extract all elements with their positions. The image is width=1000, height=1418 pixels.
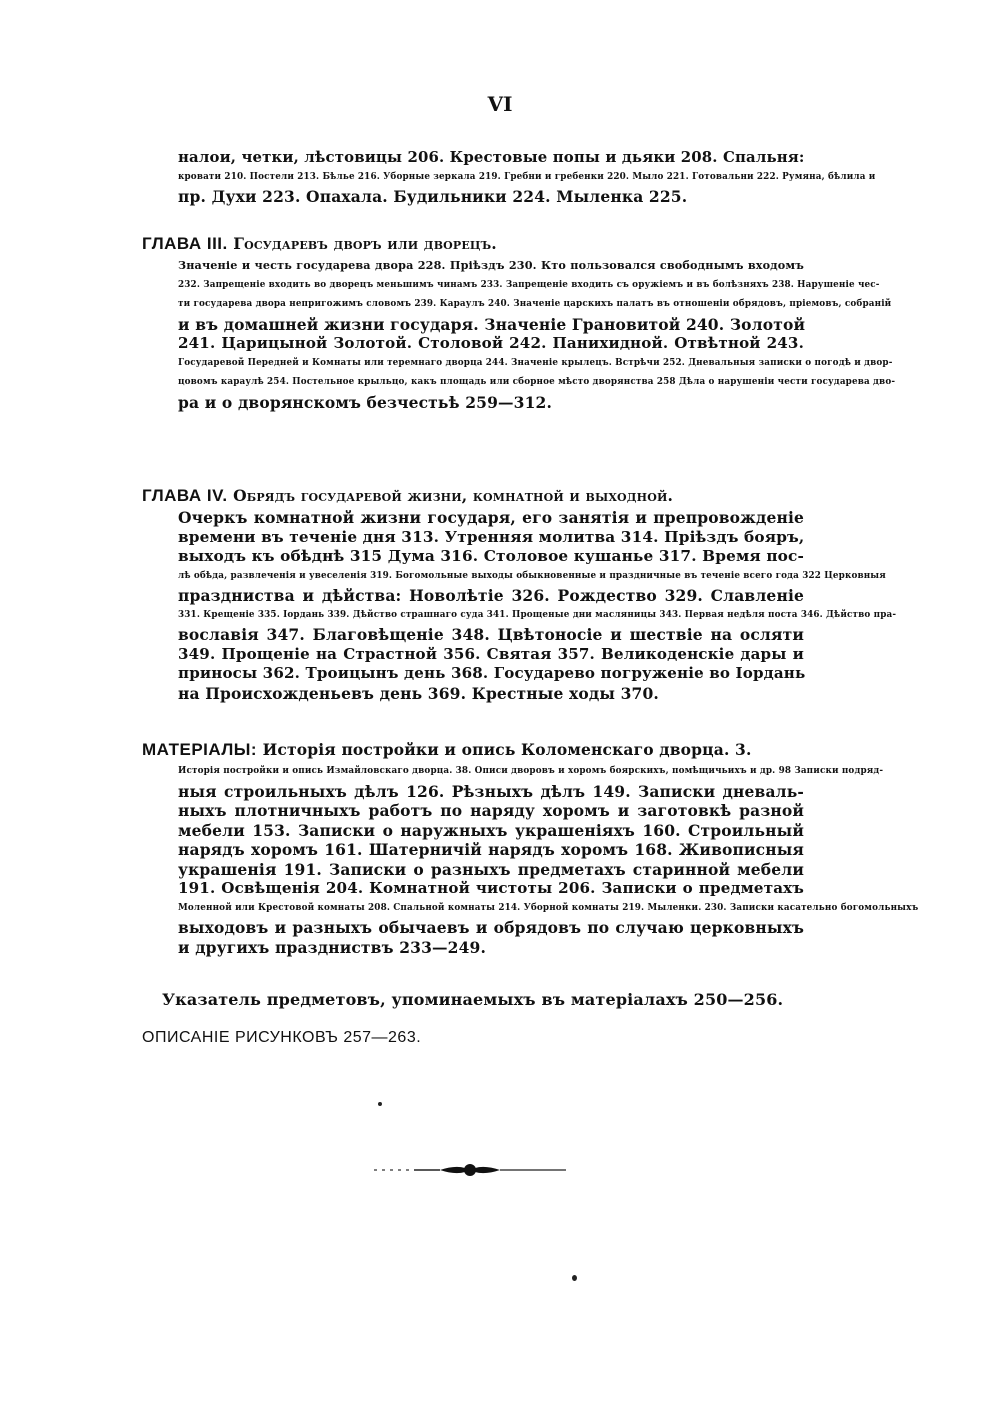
chapter-3-title: Государевъ дворъ или дворецъ. xyxy=(233,234,497,253)
text-line: ти государева двора непригожимъ словомъ 239. Караулъ 240. Значеніе царскихъ палатъ въ отношеніи обрядовъ, пріемовъ, собраній xyxy=(178,299,892,309)
text-line: вославія 347. Благовѣщеніе 348. Цвѣтоносіе и шествіе на осляти xyxy=(178,625,804,644)
text-line: цовомъ караулѣ 254. Постельное крыльцо, какъ площадь или сборное мѣсто дворянства 258 Дѣла о нарушеніи чести государева дво- xyxy=(178,377,896,387)
text-line: и въ домашней жизни государя. Значеніе Грановитой 240. Золотой xyxy=(178,314,806,334)
illustrations-line xyxy=(142,1028,542,1048)
text-line: 191. Освѣщенія 204. Комнатной чистоты 206. Записки о предметахъ xyxy=(178,879,804,897)
chapter-3-heading: ГЛАВА III. xyxy=(142,234,228,253)
text-line: налои, четки, лѣстовицы 206. Крестовые попы и дьяки 208. Спальня: xyxy=(178,148,805,166)
continuation-paragraph xyxy=(178,148,876,207)
text-line: украшенія 191. Записки о разныхъ предметахъ старинной мебели xyxy=(178,859,804,879)
chapter-4-heading: ГЛАВА IV. xyxy=(142,486,228,505)
materials-section xyxy=(142,740,804,760)
text-line: и другихъ праздниствъ 233—249. xyxy=(178,937,486,957)
text-line: выходовъ и разныхъ обычаевъ и обрядовъ по случаю церковныхъ xyxy=(178,918,804,937)
materials-heading-line xyxy=(142,740,804,760)
index-line xyxy=(162,990,802,1010)
text-line: приносы 362. Троицынъ день 368. Государево погруженіе во Іордань xyxy=(178,664,806,682)
materials-heading: МАТЕРІАЛЫ: xyxy=(142,740,258,759)
text-line: ныя строильныхъ дѣлъ 126. Рѣзныхъ дѣлъ 149. Записки дневаль- xyxy=(178,781,804,801)
text-line: Государевой Передней и Комнаты или теремнаго дворца 244. Значеніе крылецъ. Встрѣчи 252. Дневальныя записки о погодѣ и двор- xyxy=(178,357,893,368)
chapter-3-heading-line xyxy=(142,234,804,254)
text-line: Исторія постройки и опись Коломенскаго дворца. 3. xyxy=(262,740,752,759)
text-line: выходъ къ обѣднѣ 315 Дума 316. Столовое кушанье 317. Время пос- xyxy=(178,547,804,565)
text-line: 331. Крещеніе 335. Іордань 339. Дѣйство страшнаго суда 341. Прощеные дни масляницы 343. Первая недѣля поста 346. Дѣйство пра- xyxy=(178,609,897,620)
text-line: 232. Запрещеніе входить во дворецъ меньшимъ чинамъ 233. Запрещеніе входить съ оружіемъ и въ болѣзняхъ 238. Нарушеніе чес- xyxy=(178,279,880,290)
ink-speck xyxy=(572,1275,577,1281)
ink-speck xyxy=(378,1102,382,1106)
text-line: мебели 153. Записки о наружныхъ украшеніяхъ 160. Строильный xyxy=(178,820,804,840)
chapter-4-heading-line xyxy=(142,486,804,506)
text-line: Указатель предметовъ, упоминаемыхъ въ матеріалахъ 250—256. xyxy=(162,990,784,1009)
text-line: времени въ теченіе дня 313. Утренняя молитва 314. Пріѣздъ бояръ, xyxy=(178,527,805,546)
text-line: Значеніе и честь государева двора 228. Пріѣздъ 230. Кто пользовался свободнымъ входомъ xyxy=(178,258,804,272)
text-line: ра и о дворянскомъ безчестьѣ 259—312. xyxy=(178,392,553,412)
text-line: кровати 210. Постели 213. Бѣлье 216. Уборные зеркала 219. Гребни и гребенки 220. Мыло 221. Готовальни 222. Румяна, бѣлила и xyxy=(178,171,876,182)
chapter-3-section xyxy=(142,234,804,254)
text-line: Исторія постройки и опись Измайловскаго дворца. 38. Описи дворовъ и хоромъ боярскихъ, помѣщичьихъ и др. 98 Записки подряд- xyxy=(178,766,884,776)
chapter-4-section xyxy=(142,486,804,506)
chapter-4-body xyxy=(178,508,897,703)
text-line: Моленной или Крестовой комнаты 208. Спальной комнаты 214. Уборной комнаты 219. Мыленки. 230. Записки касательно богомольныхъ xyxy=(178,902,919,913)
text-line: Очеркъ комнатной жизни государя, его занятія и препровожденіе xyxy=(178,508,804,527)
text-line: пр. Духи 223. Опахала. Будильники 224. Мыленка 225. xyxy=(178,187,688,206)
text-line: 349. Прощеніе на Страстной 356. Святая 357. Великоденскіе дары и xyxy=(178,644,804,663)
text-line: лѣ обѣда, развлеченія и увеселенія 319. Богомольные выходы обыкновенные и праздничные въ теченіе всего года 322 Церковныя xyxy=(178,570,886,581)
materials-body xyxy=(178,762,919,957)
chapter-3-body xyxy=(178,256,896,412)
text-line: нарядъ хоромъ 161. Шатерничій нарядъ хоромъ 168. Живописныя xyxy=(178,840,804,859)
chapter-4-title: Обрядъ государевой жизни, комнатной и выходной. xyxy=(233,486,674,505)
page-number: VI xyxy=(487,92,513,116)
text-line: ныхъ плотничныхъ работъ по наряду хоромъ и заготовкѣ разной xyxy=(178,801,804,820)
text-line: ОПИСАНІЕ РИСУНКОВЪ 257—263. xyxy=(142,1029,422,1046)
ornament-divider-icon xyxy=(370,1160,570,1180)
text-line: праздниства и дѣйства: Новолѣтіе 326. Рождество 329. Славленіе xyxy=(178,586,804,605)
text-line: на Происхожденьевъ день 369. Крестные ходы 370. xyxy=(178,683,659,703)
text-line: 241. Царицыной Золотой. Столовой 242. Панихидной. Отвѣтной 243. xyxy=(178,334,804,352)
